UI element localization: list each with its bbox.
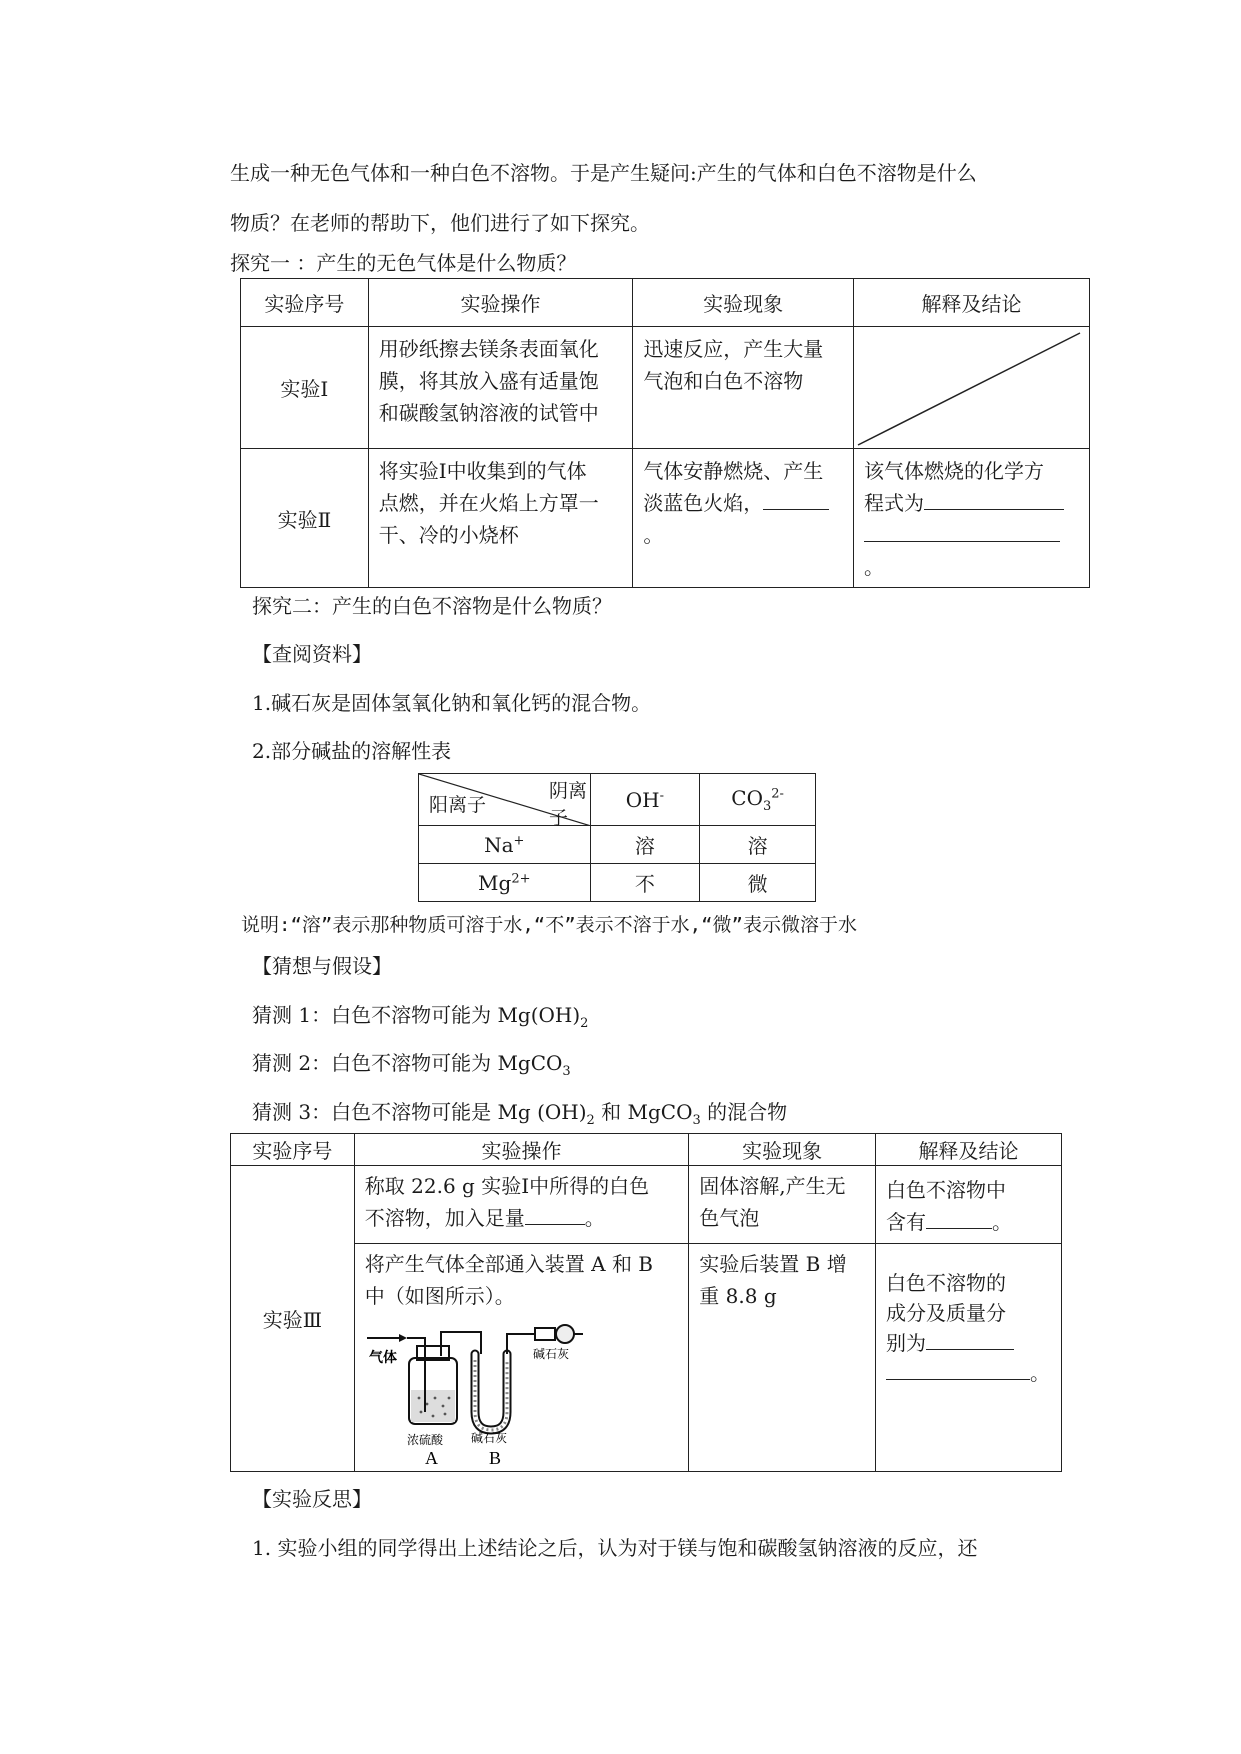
guess-3: 猜测 3：白色不溶物可能是 Mg $(OH)_2$ 和 MgCO$_3$ 的混合物 [252, 1100, 788, 1128]
guess-1: 猜测 1：白色不溶物可能为 $Mg(OH)_2$ [252, 1003, 589, 1031]
t1-header-obs: 实验现象 [633, 279, 854, 327]
t3-r1-op-l1: 称取 22.6 g 实验Ⅰ中所得的白色 [364, 1174, 650, 1198]
t1-exp1-op-l2: 膜，将其放入盛有适量饱 [378, 369, 599, 393]
reflection-line-1: 1. 实验小组的同学得出上述结论之后，认为对于镁与饱和碳酸氢钠溶液的反应，还 [252, 1536, 978, 1560]
blank-flame-obs[interactable] [763, 491, 829, 510]
t1-exp1-op-l1: 用砂纸擦去镁条表面氧化 [378, 337, 599, 361]
sol-mg-co3: 微 [700, 864, 816, 902]
diagonal-strike [854, 327, 1090, 449]
sol-header-co3: $CO_3^{2-}$ [700, 774, 816, 826]
t1-header-conc: 解释及结论 [854, 279, 1090, 327]
t1-exp1-name: 实验Ⅰ [241, 327, 369, 449]
t1-exp1-op-l3: 和碳酸氢钠溶液的试管中 [378, 401, 599, 425]
t3-r2-obs [689, 1244, 876, 1472]
hypothesis-heading: 【猜想与假设】 [252, 954, 392, 978]
lookup-heading: 【查阅资料】 [252, 642, 372, 666]
t3-header-conc: 解释及结论 [876, 1134, 1062, 1166]
label-sulfuric-acid: 浓硫酸 [406, 1433, 443, 1447]
t3-r1-obs-l2: 色气泡 [699, 1206, 760, 1230]
reflection-heading: 【实验反思】 [252, 1487, 372, 1511]
t3-r2-op-l2: 中（如图所示）。 [364, 1284, 515, 1308]
t3-r1-conc: 白色不溶物中 含有 。 [876, 1166, 1062, 1244]
t1-exp2-name: 实验Ⅱ [241, 449, 369, 588]
t1-exp2-op-l1: 将实验Ⅰ中收集到的气体 [378, 459, 587, 483]
blank-reagent[interactable] [525, 1206, 585, 1225]
sol-na-co3: 溶 [700, 826, 816, 864]
sol-na-oh: 溶 [590, 826, 700, 864]
blank-composition-1[interactable] [926, 1331, 1014, 1350]
t1-exp2-op [368, 449, 633, 588]
sol-anion-label: 阴离子 [549, 780, 588, 829]
t3-r1-conc-l1: 白色不溶物中 [886, 1178, 1007, 1202]
t3-r1-obs [689, 1166, 876, 1244]
t1-exp2-conc [854, 449, 1090, 588]
t1-exp1-obs [633, 327, 854, 449]
guess-2: 猜测 2：白色不溶物可能为 MgCO$_3$ [252, 1051, 571, 1079]
blank-equation-1[interactable] [924, 491, 1064, 510]
intro-line-2: 物质？在老师的帮助下，他们进行了如下探究。 [230, 211, 650, 235]
solubility-note: 说明:“溶”表示那种物质可溶于水,“不”表示不溶于水,“微”表示微溶于水 [241, 914, 857, 936]
inquiry2-title: 探究二：产生的白色不溶物是什么物质？ [252, 594, 612, 618]
t1-exp2-conc-l2: 程式为 [864, 491, 925, 515]
exp3-table [230, 1133, 1062, 1472]
t3-r1-conc-l2: 含有 [886, 1210, 927, 1234]
t1-exp2-obs-l1: 气体安静燃烧、产生 [643, 459, 824, 483]
t3-r1-op: 称取 22.6 g 实验Ⅰ中所得的白色 不溶物，加入足量 。 [354, 1166, 689, 1244]
label-gas: 气体 [368, 1350, 397, 1366]
t3-r2-op [354, 1244, 689, 1472]
t1-exp2-obs-l2: 淡蓝色火焰， [643, 491, 764, 515]
sol-header-oh: OH- [590, 774, 700, 826]
label-soda-lime-bottom: 碱石灰 [470, 1431, 507, 1445]
t3-r2-conc-l3: 别为 [886, 1331, 927, 1355]
sol-cation-label: 阳离子 [429, 794, 487, 816]
t3-header-seq: 实验序号 [231, 1134, 355, 1166]
t1-exp2-conc-l1: 该气体燃烧的化学方 [864, 459, 1045, 483]
blank-equation-2[interactable] [864, 523, 1060, 542]
t3-r2-obs-l2: 重 8.8 g [699, 1284, 777, 1308]
t3-r1-obs-l1: 固体溶解,产生无 [699, 1174, 846, 1198]
t3-r2-conc: 白色不溶物的 成分及质量分 别为 。 [876, 1244, 1062, 1472]
t3-r2-obs-l1: 实验后装置 B 增 [699, 1252, 847, 1276]
t1-exp2-obs-end: 。 [643, 523, 664, 547]
sol-row-na: Na+ [419, 826, 591, 864]
t1-header-op: 实验操作 [368, 279, 633, 327]
inquiry1-table [240, 278, 1090, 588]
intro-line-1: 生成一种无色气体和一种白色不溶物。于是产生疑问:产生的气体和白色不溶物是什么 [230, 161, 977, 185]
t3-r2-conc-l2: 成分及质量分 [886, 1301, 1007, 1325]
t1-header-seq: 实验序号 [241, 279, 369, 327]
label-A: A [424, 1448, 438, 1468]
solubility-table [418, 773, 816, 902]
t1-exp2-conc-end: 。 [864, 555, 885, 579]
t1-exp2-op-l3: 干、冷的小烧杯 [378, 523, 519, 547]
sol-corner-cell [419, 774, 591, 829]
blank-composition-2[interactable] [886, 1361, 1030, 1380]
t3-exp3-name: 实验Ⅲ [231, 1166, 355, 1472]
apparatus-diagram [363, 1320, 603, 1468]
t1-exp1-obs-l1: 迅速反应，产生大量 [643, 337, 824, 361]
sol-mg-oh: 不 [590, 864, 700, 902]
sol-row-mg: $Mg^{2+}$ [419, 864, 591, 902]
t3-r2-op-l1: 将产生气体全部通入装置 A 和 B [364, 1252, 654, 1276]
t3-r1-op-l2: 不溶物，加入足量 [364, 1206, 525, 1230]
t3-r2-conc-l1: 白色不溶物的 [886, 1271, 1007, 1295]
label-B: B [488, 1448, 501, 1468]
inquiry1-title: 探究一 ：产生的无色气体是什么物质？ [230, 251, 577, 275]
t1-exp2-obs [633, 449, 854, 588]
reference-2: 2.部分碱盐的溶解性表 [252, 739, 452, 763]
t3-header-op: 实验操作 [354, 1134, 689, 1166]
t1-exp1-obs-l2: 气泡和白色不溶物 [643, 369, 804, 393]
t3-header-obs: 实验现象 [689, 1134, 876, 1166]
t1-exp2-op-l2: 点燃，并在火焰上方罩一 [378, 491, 599, 515]
t1-exp1-conc-crossed [854, 327, 1090, 449]
label-soda-lime-top: 碱石灰 [532, 1347, 569, 1361]
t1-exp1-op [368, 327, 633, 449]
reference-1: 1.碱石灰是固体氢氧化钠和氧化钙的混合物。 [252, 691, 652, 715]
blank-contains[interactable] [926, 1210, 992, 1229]
